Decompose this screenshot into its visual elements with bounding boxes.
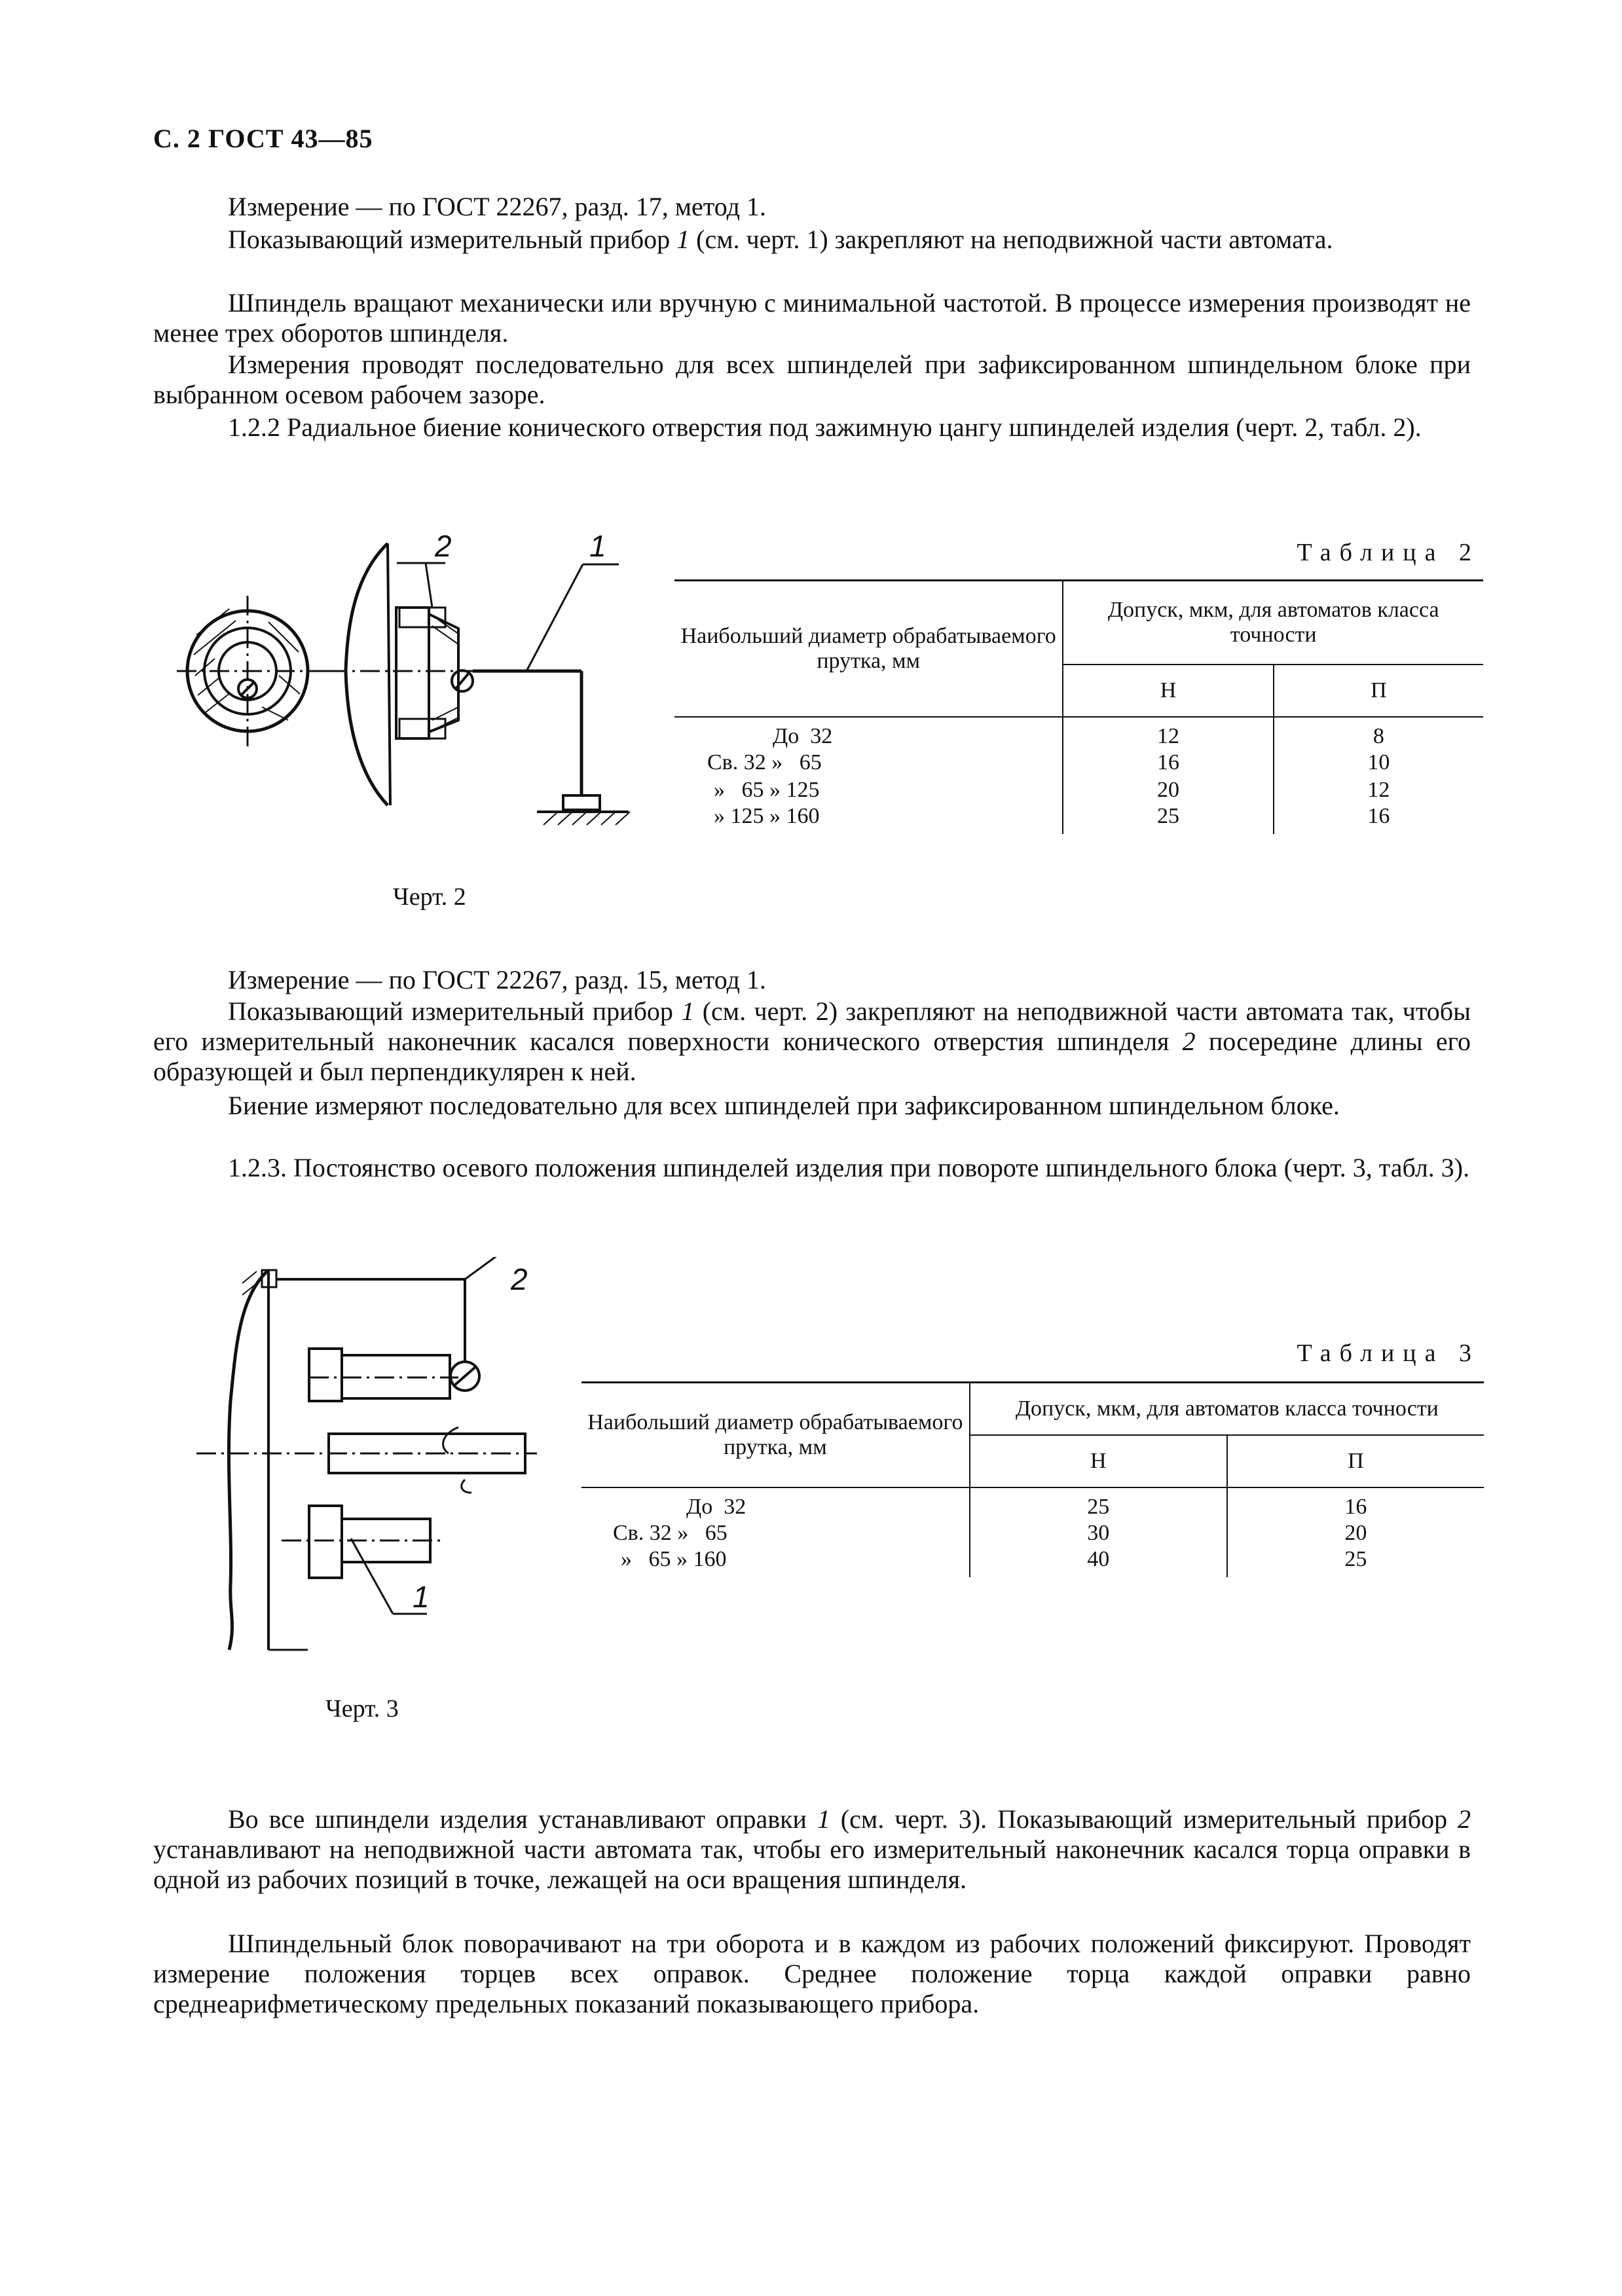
paragraph: Шпиндель вращают механически или вручную с минимальной частотой. В процессе измерения производят не менее трех оборотов шпинделя. xyxy=(153,288,1471,348)
table-3 xyxy=(581,1381,1484,1577)
paragraph: Измерение — по ГОСТ 22267, разд. 15, метод 1. xyxy=(228,965,766,994)
figure-2-drawing xyxy=(170,524,655,864)
figure-2-label-2: 2 xyxy=(435,529,452,563)
table-row: » 65 » 125 20 12 xyxy=(674,776,1483,804)
paragraph: 1.2.3. Постоянство осевого положения шпинделей изделия при повороте шпиндельного блока (черт. 3, табл. 3). xyxy=(228,1153,1470,1182)
table-row: » 125 » 160 25 16 xyxy=(674,804,1483,834)
paragraph: Показывающий измерительный прибор 1 (см. черт. 1) закрепляют на неподвижной части автомата. xyxy=(228,225,1333,254)
figure-3-caption: Черт. 3 xyxy=(325,1695,399,1722)
paragraph: Измерения проводят последовательно для всех шпинделей при зафиксированном шпиндельном блоке при выбранном осевом рабочем зазоре. xyxy=(153,350,1471,409)
table-row: Св. 32 » 65 16 10 xyxy=(674,749,1483,776)
table-2-group-header: Допуск, мкм, для автоматов класса точности xyxy=(1063,581,1483,665)
table-row: До 32 25 16 xyxy=(581,1487,1484,1520)
table-2-title: Таблица 2 xyxy=(1297,539,1480,566)
table-2-col1-header: Наибольший диаметр обрабатываемого прутка, мм xyxy=(674,581,1063,717)
figure-3-label-2: 2 xyxy=(511,1262,528,1296)
figure-2-caption: Черт. 2 xyxy=(393,883,466,911)
page-header: С. 2 ГОСТ 43—85 xyxy=(153,124,373,153)
figure-3-drawing xyxy=(183,1257,550,1663)
paragraph: Измерение — по ГОСТ 22267, разд. 17, метод 1. xyxy=(228,192,766,221)
table-2-subheader-n: Н xyxy=(1063,665,1273,717)
table-3-title: Таблица 3 xyxy=(1297,1339,1480,1367)
figure-2-label-1: 1 xyxy=(589,529,606,563)
table-row: До 32 12 8 xyxy=(674,717,1483,749)
paragraph: Шпиндельный блок поворачивают на три оборота и в каждом из рабочих положений фиксируют. Проводят измерение положения торцев всех оправок. Среднее положение торца каждой оправки равно среднеарифметическому предельных показаний показывающего прибора. xyxy=(153,1929,1471,2018)
table-row: » 65 » 160 40 25 xyxy=(581,1547,1484,1577)
table-3-col1-header: Наибольший диаметр обрабатываемого прутка, мм xyxy=(581,1383,970,1487)
table-3-subheader-n: Н xyxy=(970,1435,1227,1487)
paragraph: Показывающий измерительный прибор 1 (см. черт. 2) закрепляют на неподвижной части автомата так, чтобы его измерительный наконечник касался поверхности конического отверстия шпинделя 2 посередине длины его образующей и был перпендикулярен к ней. xyxy=(153,996,1471,1086)
table-3-group-header: Допуск, мкм, для автоматов класса точности xyxy=(970,1383,1484,1435)
paragraph: Биение измеряют последовательно для всех шпинделей при зафиксированном шпиндельном блоке. xyxy=(228,1091,1340,1120)
table-2 xyxy=(674,579,1483,834)
table-row: Св. 32 » 65 30 20 xyxy=(581,1520,1484,1547)
table-3-subheader-p: П xyxy=(1227,1435,1484,1487)
paragraph: 1.2.2 Радиальное биение конического отверстия под зажимную цангу шпинделей изделия (черт. 2, табл. 2). xyxy=(228,412,1422,442)
paragraph: Во все шпиндели изделия устанавливают оправки 1 (см. черт. 3). Показывающий измерительный прибор 2 устанавливают на неподвижной части автомата так, чтобы его измерительный наконечник касался торца оправки в одной из рабочих позиций в точке, лежащей на оси вращения шпинделя. xyxy=(153,1804,1471,1894)
figure-3-label-1: 1 xyxy=(413,1580,430,1614)
table-2-subheader-p: П xyxy=(1274,665,1483,717)
